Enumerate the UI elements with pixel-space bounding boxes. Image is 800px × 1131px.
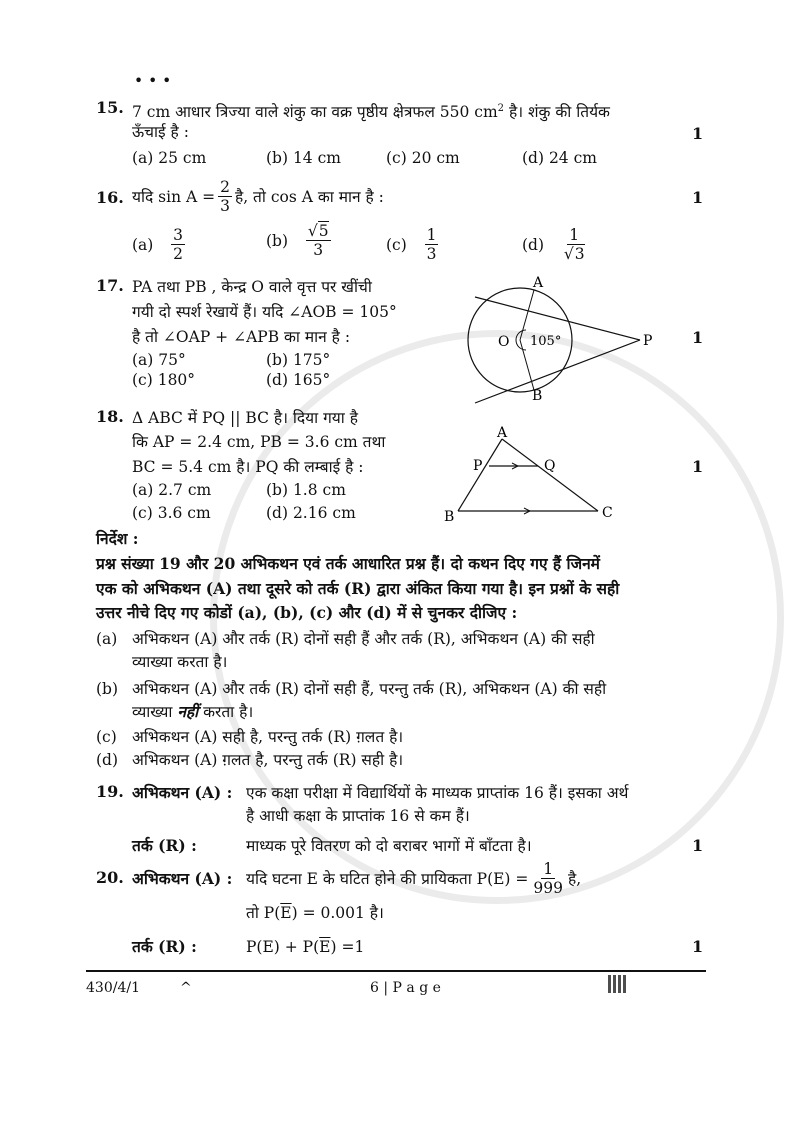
q18-line1: Δ ABC में PQ || BC है। दिया गया है <box>132 409 358 427</box>
q19-assertion-label: अभिकथन (A) : <box>132 783 233 802</box>
fig18-label-a: A <box>497 425 508 441</box>
q20-assertion-label: अभिकथन (A) : <box>132 869 233 888</box>
q17-tangent-figure <box>440 270 680 410</box>
q18-option-c: (c) 3.6 cm <box>132 504 211 522</box>
q20-number: 20. <box>96 868 124 887</box>
code-a-line2: व्याख्या करता है। <box>132 653 228 671</box>
fig17-label-b: B <box>532 388 543 404</box>
q15-marks: 1 <box>692 124 704 143</box>
q19-number: 19. <box>96 782 124 801</box>
q16-option-a: (a) $\frac{3}{2}$ <box>132 226 183 263</box>
q20-reason: $P(E) + P(\overline{E}) =1$ <box>246 938 365 956</box>
code-c-label: (c) <box>96 728 117 746</box>
q16-question: यदि sin A = $\frac{2}{3}$ है, तो cos A का मान है : <box>132 178 384 215</box>
directions-line2: एक को अभिकथन (A) तथा दूसरे को तर्क (R) द्वारा अंकित किया गया है। इन प्रश्नों के सही <box>96 579 620 598</box>
code-d-line1: अभिकथन (A) ग़लत है, परन्तु तर्क (R) सही है। <box>132 751 404 769</box>
q18-number: 18. <box>96 407 124 426</box>
fig17-label-o: O <box>498 334 510 350</box>
q19-reason: माध्यक पूरे वितरण को दो बराबर भागों में बाँटता है। <box>246 837 532 855</box>
q18-line3: BC = 5.4 cm है। PQ की लम्बाई है : <box>132 458 364 476</box>
code-b-line2: व्याख्या नहीं करता है। <box>132 702 254 721</box>
q16-fraction: $\frac{2}{3}$ <box>220 178 230 215</box>
q16-option-c: (c) $\frac{1}{3}$ <box>386 226 437 263</box>
directions-line1: प्रश्न संख्या 19 और 20 अभिकथन एवं तर्क आधारित प्रश्न हैं। दो कथन दिए गए हैं जिनमें <box>96 554 600 573</box>
q20-assertion-line2: तो $P(\overline{E}) = 0.001$ है। <box>246 904 384 922</box>
directions-heading: निर्देश : <box>96 529 139 548</box>
footer-page-number: 6 | P a g e <box>370 980 441 996</box>
q16-option-d: (d) $\frac{1}{√3}$ <box>522 226 585 263</box>
continuation-dots: • • • <box>134 72 172 90</box>
q17-option-d: (d) 165° <box>266 371 331 389</box>
fig18-label-q: Q <box>544 458 556 474</box>
code-c-line1: अभिकथन (A) सही है, परन्तु तर्क (R) ग़लत है। <box>132 728 404 746</box>
q17-option-c: (c) 180° <box>132 371 196 389</box>
q19-assertion-line1: एक कक्षा परीक्षा में विद्यार्थियों के माध्यक प्राप्तांक 16 हैं। इसका अर्थ <box>246 784 629 802</box>
q19-assertion-line2: है आधी कक्षा के प्राप्तांक 16 से कम हैं। <box>246 807 470 825</box>
footer-caret: ^ <box>180 980 192 996</box>
q16-number: 16. <box>96 188 124 207</box>
q18-option-d: (d) 2.16 cm <box>266 504 356 522</box>
fig18-label-c: C <box>602 505 613 521</box>
q15-line2: ऊँचाई है : <box>132 123 189 141</box>
q15-line1: 7 cm आधार त्रिज्या वाले शंकु का वक्र पृष्ठीय क्षेत्रफल 550 $cm^2$ है। शंकु की तिर्यक <box>132 103 610 122</box>
q15-option-d: (d) 24 cm <box>522 149 597 167</box>
directions-line3: उत्तर नीचे दिए गए कोडों (a), (b), (c) और (d) में से चुनकर दीजिए : <box>96 603 518 622</box>
q18-option-b: (b) 1.8 cm <box>266 481 346 499</box>
code-a-label: (a) <box>96 630 118 648</box>
q20-assertion-line1: यदि घटना E के घटित होने की प्रायिकता P(E) = $\frac{1}{999}$ है, <box>246 860 582 897</box>
q17-number: 17. <box>96 276 124 295</box>
q18-triangle-figure <box>440 425 630 525</box>
code-d-label: (d) <box>96 751 119 769</box>
fig17-label-angle: 105° <box>530 334 562 349</box>
q16-marks: 1 <box>692 188 704 207</box>
q18-option-a: (a) 2.7 cm <box>132 481 212 499</box>
q15-option-c: (c) 20 cm <box>386 149 460 167</box>
footer-paper-code: 430/4/1 <box>86 980 140 996</box>
q17-marks: 1 <box>692 328 704 347</box>
q20-marks: 1 <box>692 937 704 956</box>
code-a-line1: अभिकथन (A) और तर्क (R) दोनों सही हैं और तर्क (R), अभिकथन (A) की सही <box>132 630 595 648</box>
qr-code-icon <box>608 975 626 993</box>
q17-line1: PA तथा PB , केन्द्र O वाले वृत्त पर खींची <box>132 278 372 296</box>
q17-option-b: (b) 175° <box>266 351 331 369</box>
q15-option-a: (a) 25 cm <box>132 149 207 167</box>
q20-reason-label: तर्क (R) : <box>132 937 197 956</box>
q20-fraction: $\frac{1}{999}$ <box>533 860 563 897</box>
fig18-label-p: P <box>473 458 483 474</box>
q15-option-b: (b) 14 cm <box>266 149 341 167</box>
q17-line3: है तो ∠OAP + ∠APB का मान है : <box>132 328 351 346</box>
footer-rule <box>86 970 706 972</box>
fig17-label-p: P <box>643 333 653 349</box>
code-b-line1: अभिकथन (A) और तर्क (R) दोनों सही हैं, परन्तु तर्क (R), अभिकथन (A) की सही <box>132 680 607 698</box>
q17-line2: गयी दो स्पर्श रेखायें हैं। यदि ∠AOB = 105° <box>132 303 397 321</box>
fig18-label-b: B <box>444 509 455 525</box>
q16-option-b: (b) $\frac{√5}{3}$ <box>266 222 329 259</box>
q19-marks: 1 <box>692 836 704 855</box>
code-b-label: (b) <box>96 680 119 698</box>
fig17-label-a: A <box>533 275 544 291</box>
q15-number: 15. <box>96 98 124 117</box>
q19-reason-label: तर्क (R) : <box>132 836 197 855</box>
q18-line2: कि AP = 2.4 cm, PB = 3.6 cm तथा <box>132 433 386 451</box>
q17-option-a: (a) 75° <box>132 351 186 369</box>
q18-marks: 1 <box>692 457 704 476</box>
